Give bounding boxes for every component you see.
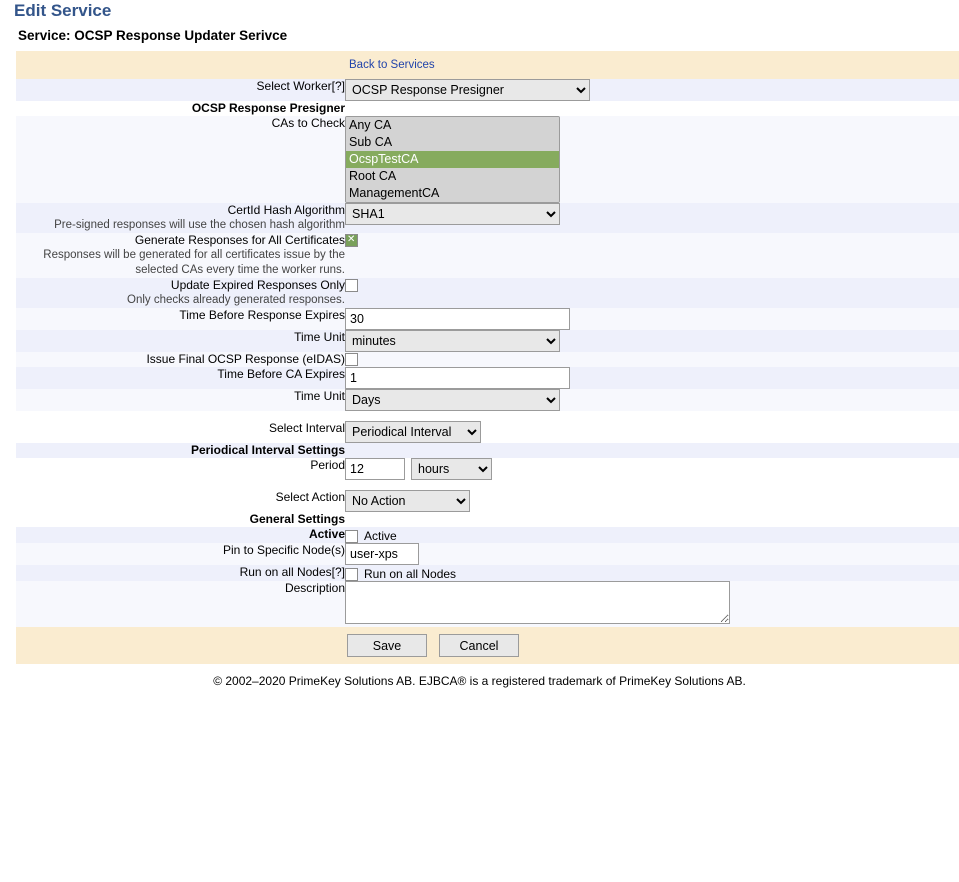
generate-all-row — [16, 233, 959, 278]
service-heading: Service: OCSP Response Updater Serivce — [18, 28, 288, 43]
run-all-nodes-row — [16, 565, 959, 581]
spacer-left — [16, 411, 345, 421]
form-actions — [345, 627, 959, 664]
select-interval-row — [16, 421, 959, 443]
period-cell — [345, 458, 959, 480]
final-ocsp-cell — [345, 352, 959, 367]
run-all-checkbox-line[interactable] — [345, 565, 959, 581]
active-row — [16, 527, 959, 543]
spacer-right — [345, 411, 959, 421]
cas-to-check-listbox[interactable] — [345, 116, 560, 203]
period-row — [16, 458, 959, 480]
select-worker-cell — [345, 79, 959, 101]
general-settings-row — [16, 512, 959, 527]
general-settings-empty — [345, 512, 959, 527]
active-cell — [345, 527, 959, 543]
pin-nodes-label: Pin to Specific Node(s) — [16, 543, 345, 565]
time-before-response-expires-row — [16, 308, 959, 330]
periodical-section-row — [16, 443, 959, 458]
generate-all-cell — [345, 233, 959, 278]
cas-to-check-row — [16, 116, 959, 203]
update-expired-cell — [345, 278, 959, 308]
cas-to-check-label: CAs to Check — [16, 116, 345, 203]
select-interval-cell — [345, 421, 959, 443]
select-action-label: Select Action — [16, 490, 345, 512]
description-label: Description — [16, 581, 345, 627]
cas-option[interactable] — [346, 185, 559, 202]
spacer-left-2 — [16, 480, 345, 490]
active-label: Active — [16, 527, 345, 543]
back-link-cell — [345, 51, 959, 79]
certid-hash-hint: Pre-signed responses will use the chosen hash algorithm — [54, 219, 345, 231]
time-before-ca-expires-row — [16, 367, 959, 389]
cas-option-selected[interactable] — [346, 151, 559, 168]
run-all-nodes-checkbox-label: Run on all Nodes — [364, 567, 457, 581]
period-controls — [345, 458, 959, 480]
time-before-ca-expires-cell — [345, 367, 959, 389]
certid-hash-label-cell — [16, 203, 345, 233]
general-settings-heading: General Settings — [16, 512, 345, 527]
certid-hash-label: CertId Hash Algorithm — [227, 203, 345, 217]
generate-all-label-cell — [16, 233, 345, 278]
time-before-response-expires-input[interactable] — [345, 308, 570, 330]
cas-to-check-cell — [345, 116, 959, 203]
description-row — [16, 581, 959, 627]
generate-all-checkbox[interactable] — [345, 234, 358, 247]
cas-option[interactable] — [346, 168, 559, 185]
final-ocsp-checkbox[interactable] — [345, 353, 358, 366]
cancel-button[interactable]: Cancel — [439, 634, 519, 657]
worker-section-empty — [345, 101, 959, 116]
time-unit-response-cell — [345, 330, 959, 352]
update-expired-row — [16, 278, 959, 308]
time-unit-ca-row — [16, 389, 959, 411]
generate-all-hint: Responses will be generated for all certificates issue by the selected CAs every time the worker runs. — [43, 249, 345, 276]
certid-hash-dropdown[interactable] — [345, 203, 560, 225]
time-unit-ca-label: Time Unit — [16, 389, 345, 411]
period-label: Period — [16, 458, 345, 480]
select-interval-label: Select Interval — [16, 421, 345, 443]
time-unit-response-row — [16, 330, 959, 352]
time-before-response-expires-cell — [345, 308, 959, 330]
active-checkbox[interactable] — [345, 530, 358, 543]
time-before-ca-expires-input[interactable] — [345, 367, 570, 389]
time-unit-response-label: Time Unit — [16, 330, 345, 352]
edit-service-form — [16, 51, 959, 664]
form-actions-cell — [345, 627, 959, 664]
spacer-row — [16, 411, 959, 421]
select-worker-row — [16, 79, 959, 101]
run-all-nodes-cell — [345, 565, 959, 581]
page-title: Edit Service — [14, 1, 112, 20]
pin-nodes-row — [16, 543, 959, 565]
final-ocsp-row — [16, 352, 959, 367]
form-actions-row — [16, 627, 959, 664]
certid-hash-cell — [345, 203, 959, 233]
select-interval-dropdown[interactable] — [345, 421, 481, 443]
select-worker-dropdown[interactable] — [345, 79, 590, 101]
period-unit-dropdown[interactable] — [411, 458, 492, 480]
update-expired-label-cell — [16, 278, 345, 308]
pin-nodes-cell — [345, 543, 959, 565]
period-input[interactable] — [345, 458, 405, 480]
run-all-nodes-checkbox[interactable] — [345, 568, 358, 581]
final-ocsp-label: Issue Final OCSP Response (eIDAS) — [16, 352, 345, 367]
update-expired-label: Update Expired Responses Only — [170, 278, 345, 292]
time-unit-response-dropdown[interactable] — [345, 330, 560, 352]
certid-hash-row — [16, 203, 959, 233]
periodical-section-heading: Periodical Interval Settings — [16, 443, 345, 458]
save-button[interactable]: Save — [347, 634, 427, 657]
back-to-services-row — [16, 51, 959, 79]
select-action-cell — [345, 490, 959, 512]
cas-option[interactable] — [346, 134, 559, 151]
time-unit-ca-dropdown[interactable] — [345, 389, 560, 411]
cas-option[interactable] — [346, 117, 559, 134]
active-checkbox-label: Active — [364, 529, 397, 543]
active-checkbox-line[interactable] — [345, 527, 959, 543]
empty-label-cell — [16, 51, 345, 79]
back-to-services-link[interactable]: Back to Services — [349, 59, 435, 71]
spacer-row-2 — [16, 480, 959, 490]
time-before-ca-expires-label: Time Before CA Expires — [16, 367, 345, 389]
periodical-section-empty — [345, 443, 959, 458]
update-expired-checkbox[interactable] — [345, 279, 358, 292]
time-unit-ca-cell — [345, 389, 959, 411]
spacer-right-2 — [345, 480, 959, 490]
pin-nodes-input[interactable] — [345, 543, 419, 565]
worker-section-row — [16, 101, 959, 116]
generate-all-label: Generate Responses for All Certificates — [134, 233, 345, 247]
run-all-nodes-label: Run on all Nodes[?] — [16, 565, 345, 581]
description-textarea[interactable] — [345, 581, 730, 624]
worker-section-heading: OCSP Response Presigner — [16, 101, 345, 116]
select-worker-label: Select Worker[?] — [16, 79, 345, 101]
time-before-response-expires-label: Time Before Response Expires — [16, 308, 345, 330]
update-expired-hint: Only checks already generated responses. — [127, 294, 345, 306]
form-actions-empty — [16, 627, 345, 664]
footer-copyright: © 2002–2020 PrimeKey Solutions AB. EJBCA® is a registered trademark of PrimeKey Solutions AB. — [213, 674, 746, 688]
description-cell — [345, 581, 959, 627]
select-action-row — [16, 490, 959, 512]
select-action-dropdown[interactable] — [345, 490, 470, 512]
